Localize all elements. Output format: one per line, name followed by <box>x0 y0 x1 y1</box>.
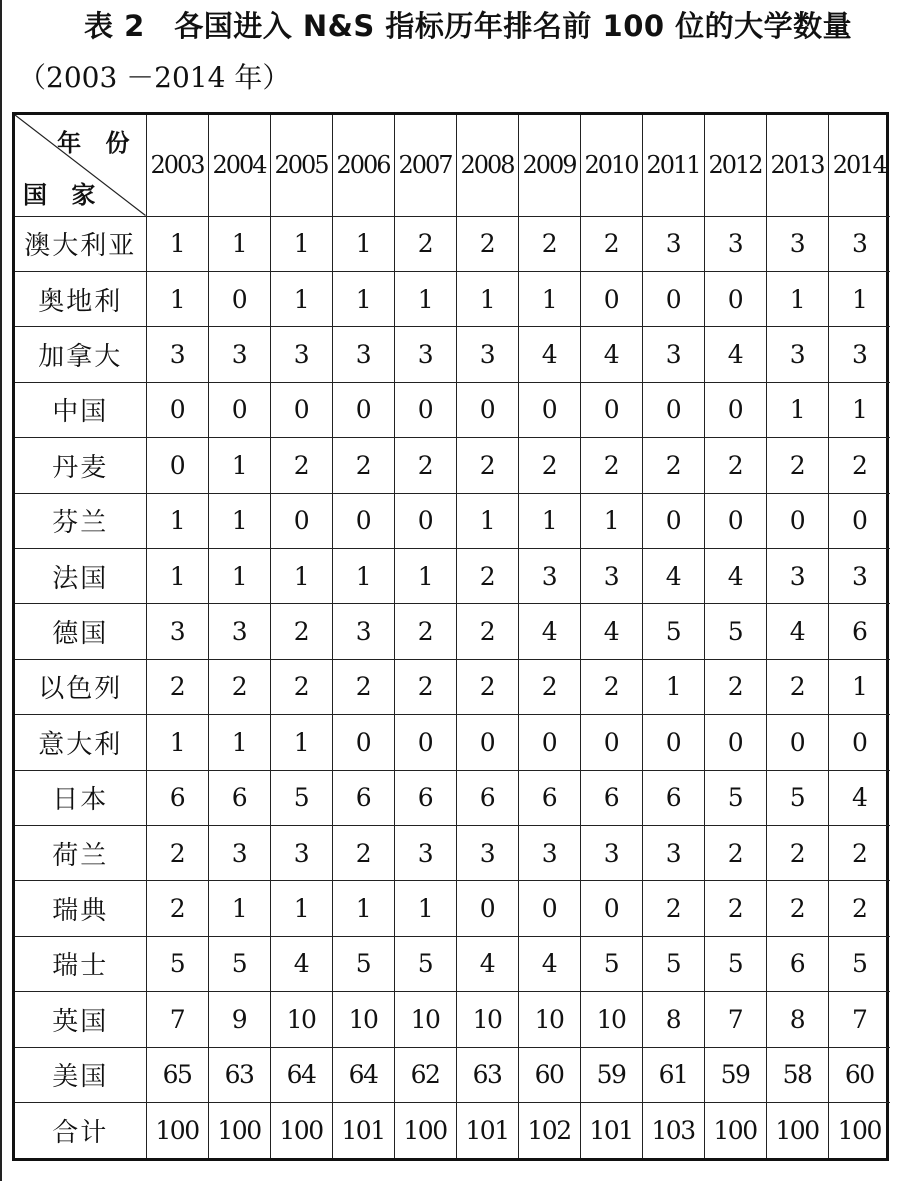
count-cell: 0 <box>394 382 456 437</box>
count-cell: 2 <box>456 548 518 603</box>
count-cell: 2 <box>704 825 766 880</box>
count-cell: 0 <box>580 881 642 936</box>
count-cell: 0 <box>146 438 208 493</box>
count-cell: 101 <box>456 1103 518 1159</box>
count-cell: 2 <box>456 659 518 714</box>
count-cell: 3 <box>642 825 704 880</box>
count-cell: 2 <box>456 216 518 271</box>
count-cell: 1 <box>394 548 456 603</box>
count-cell: 1 <box>580 493 642 548</box>
count-cell: 0 <box>642 271 704 326</box>
count-cell: 4 <box>704 548 766 603</box>
count-cell: 1 <box>766 382 828 437</box>
count-cell: 0 <box>828 715 890 770</box>
country-name-cell: 法国 <box>15 548 146 603</box>
country-name-cell: 以色列 <box>15 659 146 714</box>
count-cell: 0 <box>332 382 394 437</box>
count-cell: 3 <box>394 825 456 880</box>
count-cell: 10 <box>332 992 394 1047</box>
count-cell: 102 <box>518 1103 580 1159</box>
count-cell: 1 <box>208 548 270 603</box>
year-header-2007: 2007 <box>394 115 456 216</box>
year-header-2003: 2003 <box>146 115 208 216</box>
count-cell: 2 <box>332 825 394 880</box>
table-row <box>15 992 890 1047</box>
count-cell: 0 <box>456 382 518 437</box>
count-cell: 64 <box>332 1047 394 1102</box>
table-row <box>15 382 890 437</box>
count-cell: 0 <box>642 715 704 770</box>
count-cell: 1 <box>456 271 518 326</box>
count-cell: 1 <box>456 493 518 548</box>
count-cell: 3 <box>642 327 704 382</box>
count-cell: 0 <box>518 715 580 770</box>
year-header-2012: 2012 <box>704 115 766 216</box>
count-cell: 0 <box>456 715 518 770</box>
count-cell: 3 <box>828 216 890 271</box>
count-cell: 100 <box>704 1103 766 1159</box>
count-cell: 0 <box>704 382 766 437</box>
count-cell: 5 <box>642 604 704 659</box>
count-cell: 0 <box>270 493 332 548</box>
count-cell: 0 <box>208 382 270 437</box>
count-cell: 65 <box>146 1047 208 1102</box>
count-cell: 3 <box>828 548 890 603</box>
count-cell: 4 <box>518 327 580 382</box>
count-cell: 6 <box>642 770 704 825</box>
country-name-cell: 日本 <box>15 770 146 825</box>
count-cell: 63 <box>208 1047 270 1102</box>
count-cell: 1 <box>270 548 332 603</box>
table-caption-year-range: （2003 －2014 年） <box>18 61 291 94</box>
count-cell: 3 <box>704 216 766 271</box>
count-cell: 2 <box>580 438 642 493</box>
count-cell: 2 <box>828 438 890 493</box>
count-cell: 1 <box>270 881 332 936</box>
table-row <box>15 327 890 382</box>
count-cell: 2 <box>766 438 828 493</box>
year-header-2009: 2009 <box>518 115 580 216</box>
count-cell: 59 <box>580 1047 642 1102</box>
count-cell: 3 <box>394 327 456 382</box>
count-cell: 0 <box>580 715 642 770</box>
count-cell: 8 <box>766 992 828 1047</box>
count-cell: 0 <box>208 271 270 326</box>
count-cell: 2 <box>704 659 766 714</box>
count-cell: 1 <box>208 216 270 271</box>
count-cell: 8 <box>642 992 704 1047</box>
count-cell: 3 <box>270 825 332 880</box>
count-cell: 1 <box>828 271 890 326</box>
country-name-cell: 奥地利 <box>15 271 146 326</box>
year-header-2014: 2014 <box>828 115 890 216</box>
count-cell: 2 <box>270 438 332 493</box>
count-cell: 1 <box>146 271 208 326</box>
count-cell: 3 <box>208 327 270 382</box>
count-cell: 9 <box>208 992 270 1047</box>
count-cell: 5 <box>642 936 704 991</box>
count-cell: 0 <box>518 881 580 936</box>
country-name-cell: 瑞典 <box>15 881 146 936</box>
count-cell: 1 <box>394 271 456 326</box>
count-cell: 2 <box>580 216 642 271</box>
count-cell: 2 <box>394 438 456 493</box>
count-cell: 2 <box>456 438 518 493</box>
count-cell: 3 <box>580 825 642 880</box>
count-cell: 10 <box>518 992 580 1047</box>
count-cell: 3 <box>518 825 580 880</box>
count-cell: 1 <box>208 715 270 770</box>
count-cell: 0 <box>456 881 518 936</box>
count-cell: 5 <box>270 770 332 825</box>
count-cell: 0 <box>704 715 766 770</box>
count-cell: 60 <box>828 1047 890 1102</box>
table-row <box>15 715 890 770</box>
count-cell: 2 <box>704 881 766 936</box>
count-cell: 59 <box>704 1047 766 1102</box>
count-cell: 1 <box>146 715 208 770</box>
count-cell: 7 <box>828 992 890 1047</box>
count-cell: 5 <box>208 936 270 991</box>
count-cell: 3 <box>766 216 828 271</box>
count-cell: 62 <box>394 1047 456 1102</box>
year-header-2013: 2013 <box>766 115 828 216</box>
country-name-cell: 澳大利亚 <box>15 216 146 271</box>
count-cell: 101 <box>580 1103 642 1159</box>
count-cell: 3 <box>208 825 270 880</box>
count-cell: 2 <box>766 881 828 936</box>
count-cell: 4 <box>580 604 642 659</box>
count-cell: 3 <box>332 604 394 659</box>
count-cell: 7 <box>146 992 208 1047</box>
count-cell: 0 <box>704 493 766 548</box>
count-cell: 64 <box>270 1047 332 1102</box>
corner-header-cell <box>15 115 146 216</box>
table-row <box>15 548 890 603</box>
count-cell: 1 <box>270 216 332 271</box>
university-count-table <box>15 115 890 1158</box>
count-cell: 2 <box>642 881 704 936</box>
data-table-container <box>12 112 889 1161</box>
count-cell: 0 <box>704 271 766 326</box>
table-row <box>15 936 890 991</box>
count-cell: 6 <box>208 770 270 825</box>
table-row <box>15 604 890 659</box>
count-cell: 2 <box>332 438 394 493</box>
count-cell: 0 <box>642 493 704 548</box>
count-cell: 5 <box>704 604 766 659</box>
year-header-2011: 2011 <box>642 115 704 216</box>
country-name-cell: 加拿大 <box>15 327 146 382</box>
count-cell: 2 <box>518 216 580 271</box>
header-country-label: 国 家 <box>23 180 104 209</box>
count-cell: 1 <box>208 493 270 548</box>
table-row <box>15 1047 890 1102</box>
count-cell: 5 <box>394 936 456 991</box>
count-cell: 0 <box>766 715 828 770</box>
count-cell: 0 <box>270 382 332 437</box>
count-cell: 3 <box>456 825 518 880</box>
table-row <box>15 216 890 271</box>
count-cell: 1 <box>208 438 270 493</box>
count-cell: 1 <box>208 881 270 936</box>
count-cell: 4 <box>766 604 828 659</box>
country-name-cell: 意大利 <box>15 715 146 770</box>
count-cell: 1 <box>332 881 394 936</box>
count-cell: 3 <box>332 327 394 382</box>
count-cell: 3 <box>146 604 208 659</box>
count-cell: 0 <box>394 715 456 770</box>
count-cell: 4 <box>642 548 704 603</box>
table-row <box>15 493 890 548</box>
year-header-2010: 2010 <box>580 115 642 216</box>
count-cell: 3 <box>456 327 518 382</box>
count-cell: 2 <box>146 825 208 880</box>
diagonal-corner <box>15 115 146 216</box>
count-cell: 6 <box>580 770 642 825</box>
table-body <box>15 216 890 1158</box>
count-cell: 3 <box>518 548 580 603</box>
year-header-2008: 2008 <box>456 115 518 216</box>
count-cell: 1 <box>766 271 828 326</box>
header-year-label: 年 份 <box>57 129 138 157</box>
count-cell: 6 <box>766 936 828 991</box>
count-cell: 7 <box>704 992 766 1047</box>
count-cell: 6 <box>518 770 580 825</box>
count-cell: 0 <box>580 382 642 437</box>
table-header-row <box>15 115 890 216</box>
count-cell: 6 <box>828 604 890 659</box>
count-cell: 0 <box>332 493 394 548</box>
year-header-2005: 2005 <box>270 115 332 216</box>
count-cell: 2 <box>642 438 704 493</box>
count-cell: 1 <box>332 548 394 603</box>
count-cell: 2 <box>270 659 332 714</box>
count-cell: 103 <box>642 1103 704 1159</box>
count-cell: 1 <box>394 881 456 936</box>
count-cell: 0 <box>766 493 828 548</box>
count-cell: 1 <box>146 216 208 271</box>
count-cell: 3 <box>270 327 332 382</box>
year-header-2006: 2006 <box>332 115 394 216</box>
count-cell: 2 <box>456 604 518 659</box>
count-cell: 3 <box>766 548 828 603</box>
count-cell: 6 <box>332 770 394 825</box>
count-cell: 3 <box>580 548 642 603</box>
table-row <box>15 881 890 936</box>
count-cell: 6 <box>146 770 208 825</box>
count-cell: 1 <box>332 216 394 271</box>
count-cell: 1 <box>642 659 704 714</box>
count-cell: 4 <box>518 936 580 991</box>
count-cell: 0 <box>828 493 890 548</box>
count-cell: 4 <box>704 327 766 382</box>
count-cell: 3 <box>146 327 208 382</box>
count-cell: 2 <box>394 659 456 714</box>
count-cell: 4 <box>518 604 580 659</box>
count-cell: 3 <box>766 327 828 382</box>
count-cell: 61 <box>642 1047 704 1102</box>
count-cell: 100 <box>766 1103 828 1159</box>
count-cell: 1 <box>332 271 394 326</box>
country-name-cell: 中国 <box>15 382 146 437</box>
count-cell: 10 <box>456 992 518 1047</box>
count-cell: 2 <box>828 825 890 880</box>
table-row <box>15 659 890 714</box>
count-cell: 101 <box>332 1103 394 1159</box>
country-name-cell: 芬兰 <box>15 493 146 548</box>
count-cell: 1 <box>146 493 208 548</box>
count-cell: 0 <box>642 382 704 437</box>
count-cell: 63 <box>456 1047 518 1102</box>
count-cell: 2 <box>146 881 208 936</box>
count-cell: 5 <box>332 936 394 991</box>
count-cell: 5 <box>704 936 766 991</box>
count-cell: 1 <box>828 659 890 714</box>
count-cell: 1 <box>518 271 580 326</box>
count-cell: 100 <box>394 1103 456 1159</box>
count-cell: 2 <box>394 604 456 659</box>
count-cell: 4 <box>456 936 518 991</box>
count-cell: 2 <box>146 659 208 714</box>
count-cell: 2 <box>518 438 580 493</box>
count-cell: 2 <box>270 604 332 659</box>
count-cell: 100 <box>828 1103 890 1159</box>
count-cell: 3 <box>642 216 704 271</box>
count-cell: 5 <box>766 770 828 825</box>
count-cell: 10 <box>270 992 332 1047</box>
table-row <box>15 271 890 326</box>
count-cell: 1 <box>270 271 332 326</box>
country-name-cell: 荷兰 <box>15 825 146 880</box>
count-cell: 60 <box>518 1047 580 1102</box>
country-name-cell: 英国 <box>15 992 146 1047</box>
count-cell: 3 <box>208 604 270 659</box>
count-cell: 4 <box>270 936 332 991</box>
count-cell: 2 <box>580 659 642 714</box>
count-cell: 58 <box>766 1047 828 1102</box>
country-name-cell: 美国 <box>15 1047 146 1102</box>
table-caption: 表 2 各国进入 N&S 指标历年排名前 100 位的大学数量 <box>84 9 853 43</box>
count-cell: 10 <box>394 992 456 1047</box>
page-left-border <box>0 0 2 1181</box>
count-cell: 100 <box>146 1103 208 1159</box>
country-name-cell: 德国 <box>15 604 146 659</box>
count-cell: 100 <box>270 1103 332 1159</box>
table-row <box>15 770 890 825</box>
table-row <box>15 825 890 880</box>
count-cell: 6 <box>456 770 518 825</box>
count-cell: 2 <box>766 659 828 714</box>
count-cell: 5 <box>828 936 890 991</box>
count-cell: 5 <box>146 936 208 991</box>
count-cell: 100 <box>208 1103 270 1159</box>
count-cell: 0 <box>394 493 456 548</box>
count-cell: 2 <box>766 825 828 880</box>
count-cell: 5 <box>580 936 642 991</box>
count-cell: 2 <box>704 438 766 493</box>
count-cell: 1 <box>828 382 890 437</box>
count-cell: 2 <box>208 659 270 714</box>
count-cell: 1 <box>146 548 208 603</box>
count-cell: 0 <box>332 715 394 770</box>
count-cell: 4 <box>580 327 642 382</box>
count-cell: 1 <box>270 715 332 770</box>
count-cell: 4 <box>828 770 890 825</box>
count-cell: 5 <box>704 770 766 825</box>
count-cell: 0 <box>146 382 208 437</box>
country-name-cell: 合计 <box>15 1103 146 1159</box>
count-cell: 2 <box>332 659 394 714</box>
count-cell: 3 <box>828 327 890 382</box>
count-cell: 0 <box>518 382 580 437</box>
country-name-cell: 丹麦 <box>15 438 146 493</box>
table-row <box>15 1103 890 1159</box>
count-cell: 0 <box>580 271 642 326</box>
count-cell: 2 <box>394 216 456 271</box>
count-cell: 2 <box>518 659 580 714</box>
count-cell: 10 <box>580 992 642 1047</box>
table-row <box>15 438 890 493</box>
year-header-2004: 2004 <box>208 115 270 216</box>
count-cell: 6 <box>394 770 456 825</box>
count-cell: 1 <box>518 493 580 548</box>
country-name-cell: 瑞士 <box>15 936 146 991</box>
count-cell: 2 <box>828 881 890 936</box>
